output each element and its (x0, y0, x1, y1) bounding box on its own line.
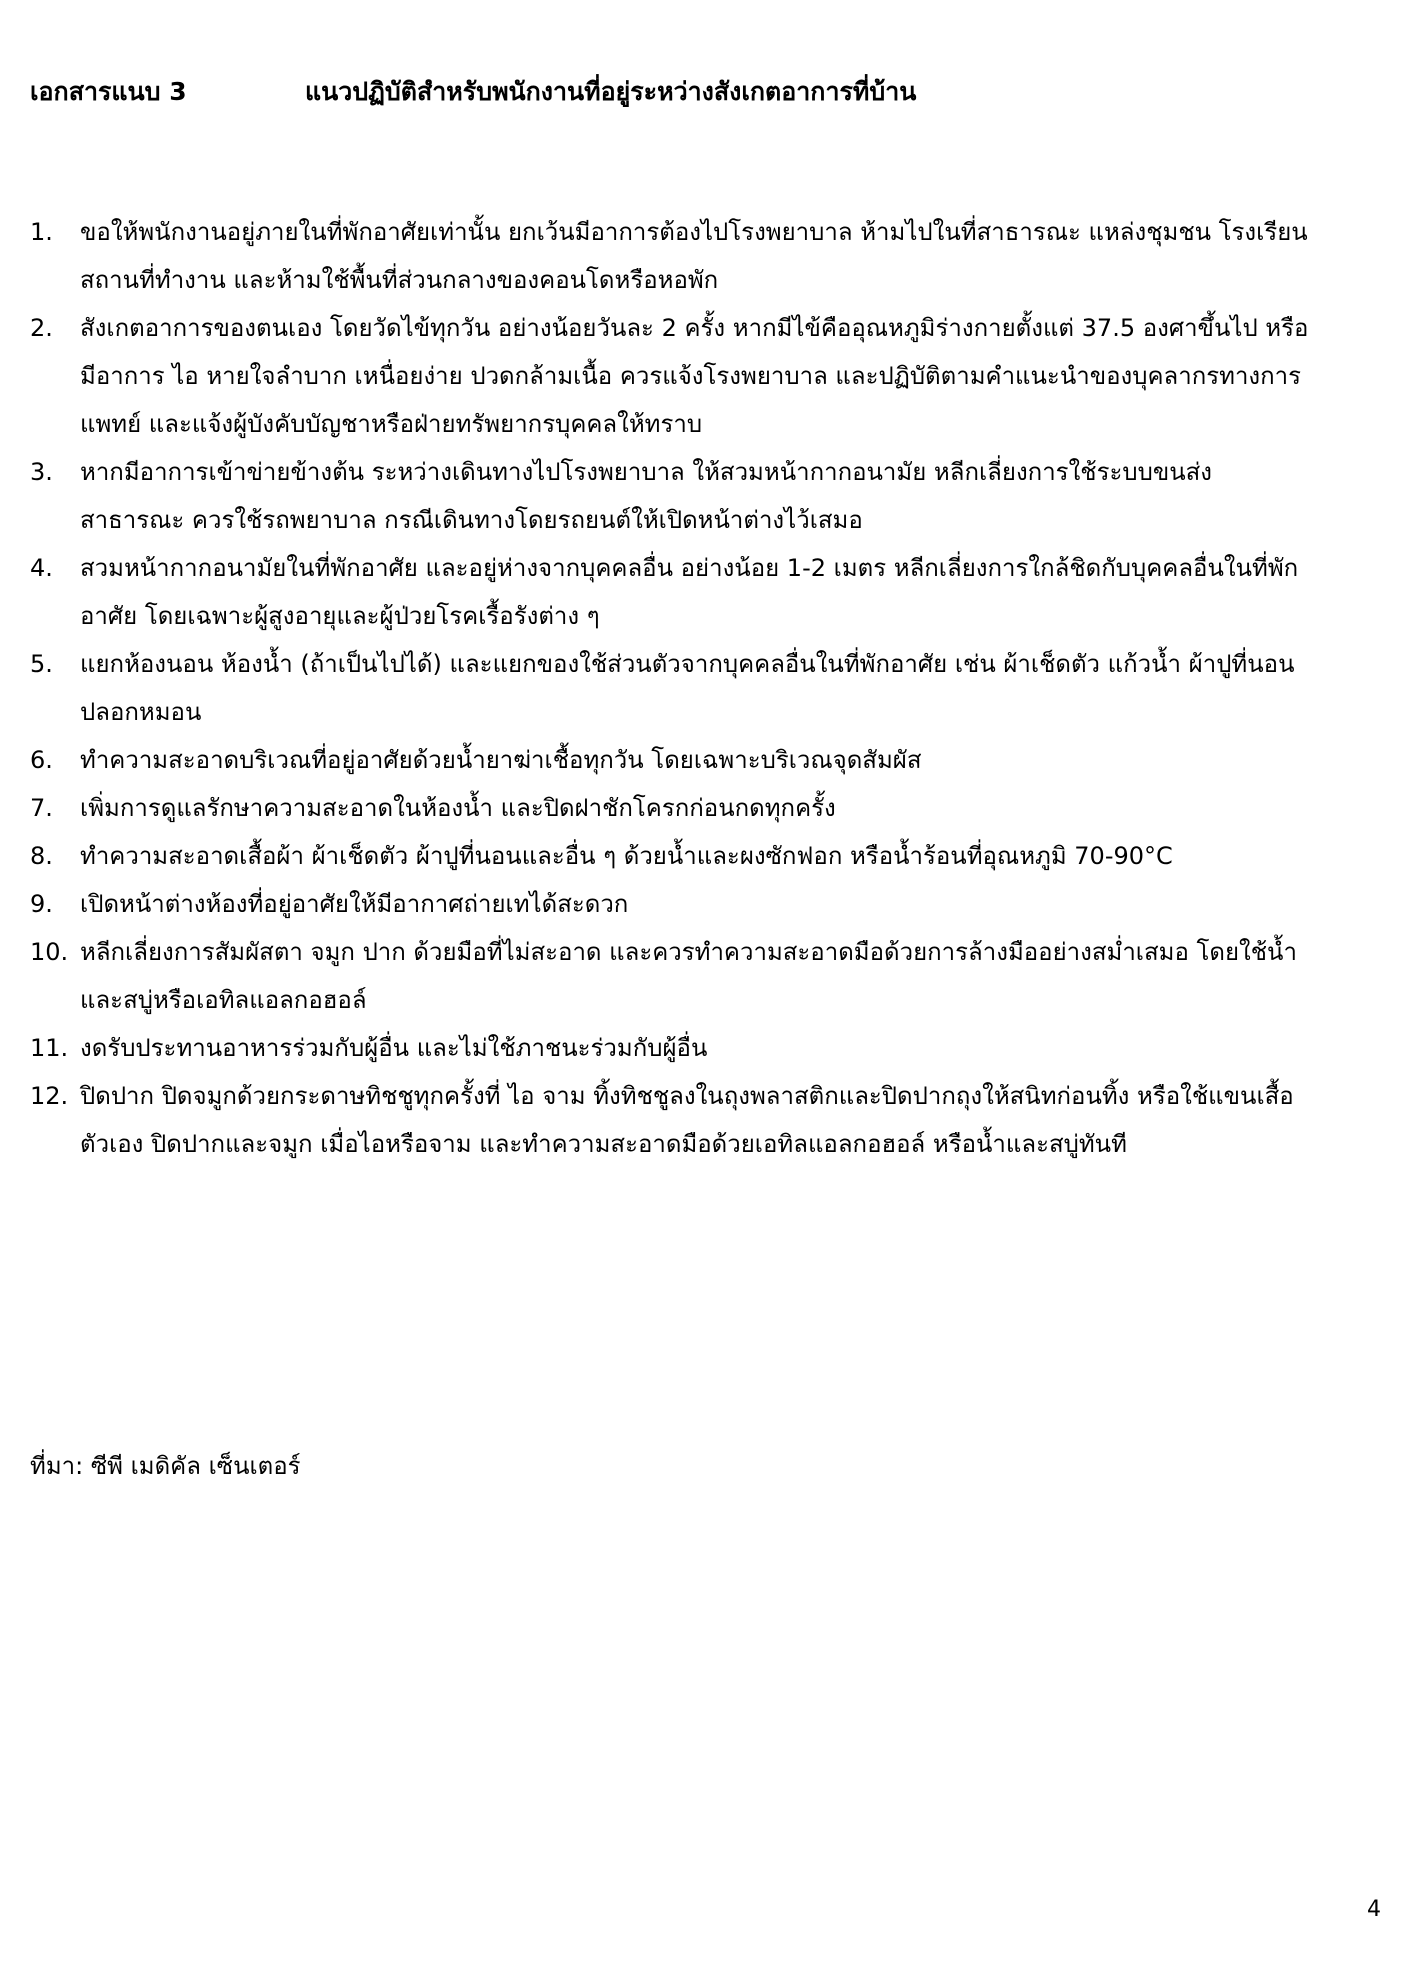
item-text: งดรับประทานอาหารร่วมกับผู้อื่น และไม่ใช้ภาชนะร่วมกับผู้อื่น (80, 1034, 708, 1062)
item-text: หลีกเลี่ยงการสัมผัสตา จมูก ปาก ด้วยมือที่ไม่สะอาด และควรทำความสะอาดมือด้วยการล้างมืออย่างสม่ำเสมอ โดยใช้น้ำและสบู่หรือเอทิลแอลกอฮอล์ (80, 938, 1297, 1014)
list-item (30, 784, 1330, 832)
attachment-label: เอกสารแนบ 3 (30, 77, 187, 106)
item-text: ทำความสะอาดบริเวณที่อยู่อาศัยด้วยน้ำยาฆ่าเชื้อทุกวัน โดยเฉพาะบริเวณจุดสัมผัส (80, 746, 922, 774)
item-text: เปิดหน้าต่างห้องที่อยู่อาศัยให้มีอากาศถ่ายเทได้สะดวก (80, 890, 629, 918)
page-number: 4 (1367, 1897, 1381, 1922)
item-number: 4. (30, 554, 53, 582)
item-number: 3. (30, 458, 53, 486)
page-title: แนวปฏิบัติสำหรับพนักงานที่อยู่ระหว่างสังเกตอาการที่บ้าน (305, 77, 917, 106)
item-number: 1. (30, 218, 53, 246)
item-text: ทำความสะอาดเสื้อผ้า ผ้าเช็ดตัว ผ้าปูที่นอนและอื่น ๆ ด้วยน้ำและผงซักฟอก หรือน้ำร้อนที่อุณหภูมิ 70-90°C (80, 842, 1173, 870)
item-text: หากมีอาการเข้าข่ายข้างต้น ระหว่างเดินทางไปโรงพยาบาล ให้สวมหน้ากากอนามัย หลีกเลี่ยงการใช้ระบบขนส่งสาธารณะ ควรใช้รถพยาบาล กรณีเดินทางโดยรถยนต์ให้เปิดหน้าต่างไว้เสมอ (80, 458, 1213, 534)
item-text: แยกห้องนอน ห้องน้ำ (ถ้าเป็นไปได้) และแยกของใช้ส่วนตัวจากบุคคลอื่นในที่พักอาศัย เช่น ผ้าเช็ดตัว แก้วน้ำ ผ้าปูที่นอน ปลอกหมอน (80, 650, 1295, 726)
list-item (30, 736, 1330, 784)
item-number: 5. (30, 650, 53, 678)
item-number: 7. (30, 794, 53, 822)
item-number: 11. (30, 1034, 69, 1062)
guideline-list (30, 208, 1330, 1168)
list-item (30, 1024, 1330, 1072)
item-text: สังเกตอาการของตนเอง โดยวัดไข้ทุกวัน อย่างน้อยวันละ 2 ครั้ง หากมีไข้คืออุณหภูมิร่างกายตั้งแต่ 37.5 องศาขึ้นไป หรือมีอาการ ไอ หายใจลำบาก เหนื่อยง่าย ปวดกล้ามเนื้อ ควรแจ้งโรงพยาบาล และปฏิบัติตามคำแนะนำของบุคลากรทางการแพทย์ และแจ้งผู้บังคับบัญชาหรือฝ่ายทรัพยากรบุคคลให้ทราบ (80, 314, 1309, 438)
list-item (30, 1072, 1330, 1168)
list-item (30, 640, 1330, 736)
list-item (30, 448, 1330, 544)
item-text: สวมหน้ากากอนามัยในที่พักอาศัย และอยู่ห่างจากบุคคลอื่น อย่างน้อย 1-2 เมตร หลีกเลี่ยงการใกล้ชิดกับบุคคลอื่นในที่พักอาศัย โดยเฉพาะผู้สูงอายุและผู้ป่วยโรคเรื้อรังต่าง ๆ (80, 554, 1299, 630)
item-number: 6. (30, 746, 53, 774)
source-citation: ที่มา: ซีพี เมดิคัล เซ็นเตอร์ (30, 1452, 301, 1480)
list-item (30, 928, 1330, 1024)
item-number: 12. (30, 1082, 69, 1110)
item-number: 10. (30, 938, 69, 966)
list-item (30, 304, 1330, 448)
item-number: 8. (30, 842, 53, 870)
item-number: 2. (30, 314, 53, 342)
list-item (30, 544, 1330, 640)
item-text: ขอให้พนักงานอยู่ภายในที่พักอาศัยเท่านั้น ยกเว้นมีอาการต้องไปโรงพยาบาล ห้ามไปในที่สาธารณะ แหล่งชุมชน โรงเรียน สถานที่ทำงาน และห้ามใช้พื้นที่ส่วนกลางของคอนโดหรือหอพัก (80, 218, 1308, 294)
list-item (30, 208, 1330, 304)
item-text: เพิ่มการดูแลรักษาความสะอาดในห้องน้ำ และปิดฝาชักโครกก่อนกดทุกครั้ง (80, 794, 836, 822)
list-item (30, 880, 1330, 928)
list-item (30, 832, 1330, 880)
item-number: 9. (30, 890, 53, 918)
document-header (30, 72, 916, 112)
item-text: ปิดปาก ปิดจมูกด้วยกระดาษทิชชูทุกครั้งที่ ไอ จาม ทิ้งทิชชูลงในถุงพลาสติกและปิดปากถุงให้สนิทก่อนทิ้ง หรือใช้แขนเสื้อตัวเอง ปิดปากและจมูก เมื่อไอหรือจาม และทำความสะอาดมือด้วยเอทิลแอลกอฮอล์ หรือน้ำและสบู่ทันที (80, 1082, 1294, 1158)
